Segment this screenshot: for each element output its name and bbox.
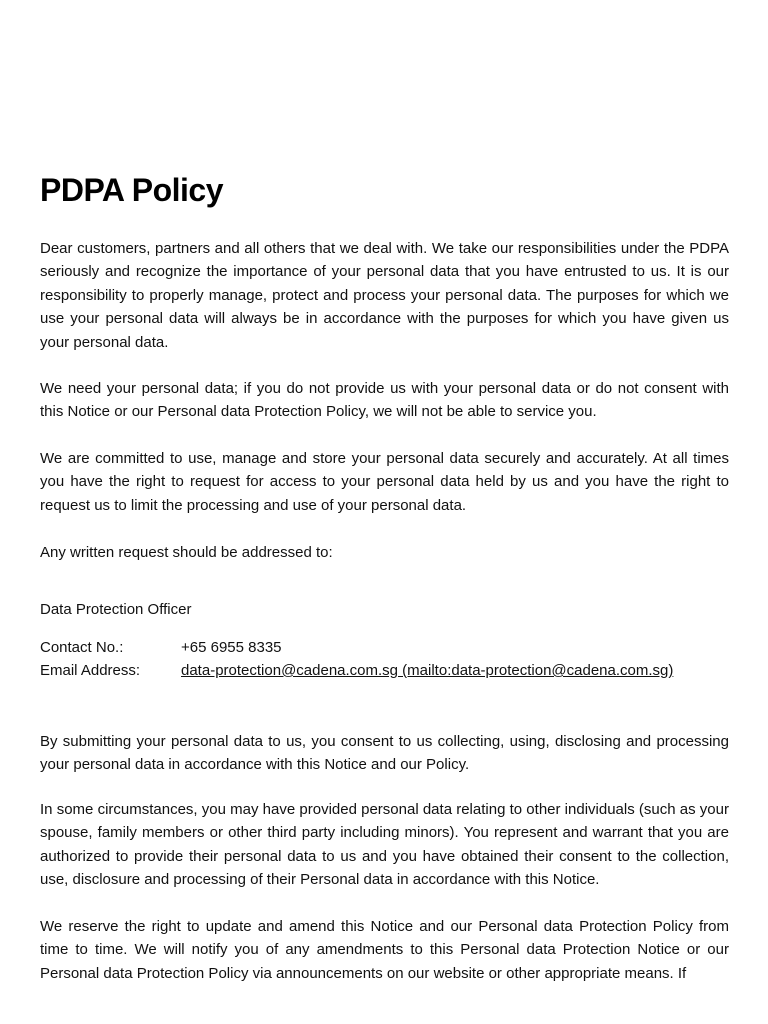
data-protection-officer: Data Protection Officer xyxy=(40,601,192,618)
commitment-paragraph: We are committed to use, manage and store your personal data securely and accurately. At all times you have the right to request for access to your personal data held by us and you have the right to request us to limit the processing and use of your personal data. xyxy=(40,450,729,514)
contact-phone-row xyxy=(40,636,729,659)
contact-email-row xyxy=(40,659,729,682)
contact-phone-value: +65 6955 8335 xyxy=(181,639,282,656)
intro-paragraph: Dear customers, partners and all others that we deal with. We take our responsibilities under the PDPA seriously and recognize the importance of your personal data that you have entrusted to us. It is our responsibility to properly manage, protect and process your personal data. The purposes for which we use your personal data will always be in accordance with the purposes for which you have given us your personal data. xyxy=(40,240,729,351)
contact-email-label: Email Address: xyxy=(40,662,141,679)
page-title: PDPA Policy xyxy=(40,172,223,208)
submission-consent-paragraph: By submitting your personal data to us, you consent to us collecting, using, disclosing and processing your personal data in accordance with this Notice and our Policy. xyxy=(40,733,729,774)
consent-requirement-paragraph: We need your personal data; if you do not provide us with your personal data or do not consent with this Notice or our Personal data Protection Policy, we will not be able to service you. xyxy=(40,380,729,421)
amendments-paragraph: We reserve the right to update and amend this Notice and our Personal data Protection Policy from time to time. We will notify you of any amendments to this Personal data Protection Notice or our Personal data Protection Policy via announcements on our website or other appropriate means. If xyxy=(40,918,729,982)
contact-phone-label: Contact No.: xyxy=(40,639,124,656)
request-address-paragraph: Any written request should be addressed to: xyxy=(40,544,333,561)
third-party-data-paragraph: In some circumstances, you may have provided personal data relating to other individuals (such as your spouse, family members or other third party including minors). You represent and warrant that you are authorized to provide their personal data to us and you have obtained their consent to the collection, use, disclosure and processing of their Personal data in accordance with this Notice. xyxy=(40,801,729,889)
contact-email-link[interactable]: data-protection@cadena.com.sg (mailto:data-protection@cadena.com.sg) xyxy=(181,662,674,679)
